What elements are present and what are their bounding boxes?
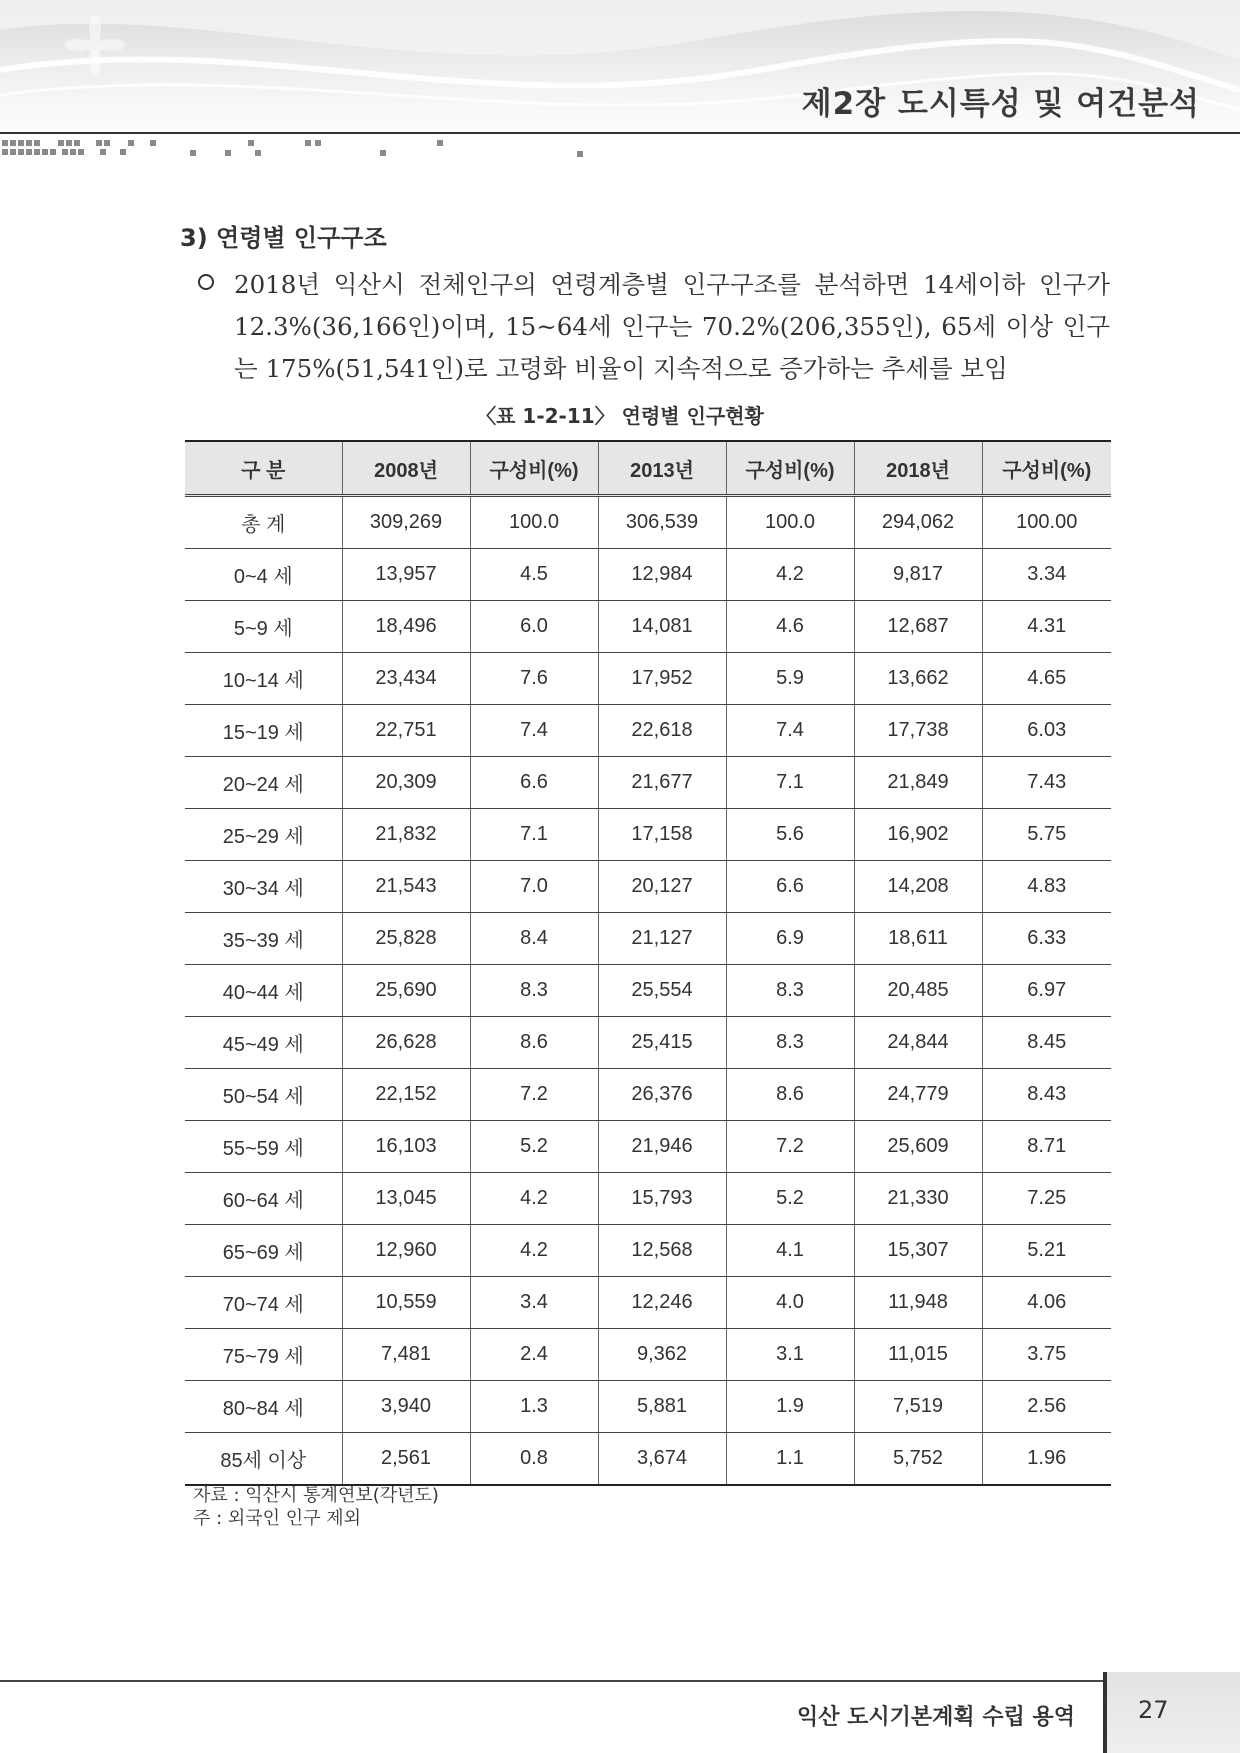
table-cell: 16,103 (342, 1121, 470, 1173)
table-cell: 24,844 (854, 1017, 982, 1069)
table-row (185, 809, 1111, 861)
table-cell: 6.33 (982, 913, 1111, 965)
table-cell: 4.2 (726, 549, 854, 601)
table-cell: 3.34 (982, 549, 1111, 601)
column-header: 2008년 (342, 441, 470, 496)
row-label-cell: 60~64 세 (185, 1173, 342, 1225)
footnote: 주 : 외국인 인구 제외 (193, 1508, 362, 1529)
table-notes (193, 1484, 439, 1530)
table-cell: 0.8 (470, 1433, 598, 1486)
table-cell: 4.06 (982, 1277, 1111, 1329)
table-cell: 8.3 (726, 1017, 854, 1069)
table-cell: 7.4 (726, 705, 854, 757)
table-cell: 2,561 (342, 1433, 470, 1486)
row-label-cell: 50~54 세 (185, 1069, 342, 1121)
row-label-cell: 75~79 세 (185, 1329, 342, 1381)
table-cell: 3.75 (982, 1329, 1111, 1381)
table-cell: 15,793 (598, 1173, 726, 1225)
table-cell: 9,817 (854, 549, 982, 601)
table-row (185, 549, 1111, 601)
table-cell: 22,152 (342, 1069, 470, 1121)
table-cell: 5.6 (726, 809, 854, 861)
footer-title: 익산 도시기본계획 수립 용역 (796, 1705, 1075, 1730)
table-cell: 17,158 (598, 809, 726, 861)
row-label-cell: 35~39 세 (185, 913, 342, 965)
table-cell: 7,481 (342, 1329, 470, 1381)
table-cell: 21,946 (598, 1121, 726, 1173)
table-cell: 8.45 (982, 1017, 1111, 1069)
table-row (185, 1069, 1111, 1121)
table-cell: 1.3 (470, 1381, 598, 1433)
table-row (185, 1381, 1111, 1433)
row-label-cell: 30~34 세 (185, 861, 342, 913)
table-row (185, 1277, 1111, 1329)
column-header: 구성비(%) (470, 441, 598, 496)
table-cell: 5.75 (982, 809, 1111, 861)
table-cell: 20,127 (598, 861, 726, 913)
table-cell: 13,662 (854, 653, 982, 705)
table-cell: 22,618 (598, 705, 726, 757)
table-cell: 4.1 (726, 1225, 854, 1277)
table-cell: 25,554 (598, 965, 726, 1017)
table-cell: 7.1 (726, 757, 854, 809)
table-cell: 17,738 (854, 705, 982, 757)
table-caption: 〈표 1-2-11〉 연령별 인구현황 (476, 404, 764, 428)
table-cell: 5.2 (470, 1121, 598, 1173)
table-cell: 21,677 (598, 757, 726, 809)
table-cell: 7.43 (982, 757, 1111, 809)
row-label-cell: 5~9 세 (185, 601, 342, 653)
table-cell: 12,246 (598, 1277, 726, 1329)
table-row (185, 913, 1111, 965)
table-cell: 15,307 (854, 1225, 982, 1277)
table-cell: 5.2 (726, 1173, 854, 1225)
table-cell: 6.97 (982, 965, 1111, 1017)
section-heading: 3) 연령별 인구구조 (180, 224, 387, 252)
row-label-cell: 10~14 세 (185, 653, 342, 705)
table-cell: 100.0 (726, 496, 854, 549)
paragraph-text: 2018년 익산시 전체인구의 연령계층별 인구구조를 분석하면 14세이하 인구가 12.3%(36,166인)이며, 15~64세 인구는 70.2%(206,355인), 65세 이상 인구는 175%(51,541인)로 고령화 비율이 지속적으로 증가하는 추세를 보임 (234, 270, 1110, 383)
table-cell: 309,269 (342, 496, 470, 549)
table-cell: 21,543 (342, 861, 470, 913)
table-cell: 14,208 (854, 861, 982, 913)
table-row (185, 601, 1111, 653)
source-note: 자료 : 익산시 통계연보(각년도) (193, 1485, 439, 1506)
table-cell: 294,062 (854, 496, 982, 549)
table-cell: 1.1 (726, 1433, 854, 1486)
table-cell: 12,568 (598, 1225, 726, 1277)
table-cell: 17,952 (598, 653, 726, 705)
table-cell: 12,984 (598, 549, 726, 601)
table-cell: 25,690 (342, 965, 470, 1017)
row-label-cell: 40~44 세 (185, 965, 342, 1017)
table-cell: 3,674 (598, 1433, 726, 1486)
row-label-cell: 20~24 세 (185, 757, 342, 809)
table-cell: 21,127 (598, 913, 726, 965)
table-cell: 7.1 (470, 809, 598, 861)
table-cell: 8.3 (470, 965, 598, 1017)
table-cell: 11,015 (854, 1329, 982, 1381)
table-cell: 100.00 (982, 496, 1111, 549)
row-label-cell: 85세 이상 (185, 1433, 342, 1486)
decorative-squares (0, 138, 600, 168)
table-cell: 7.4 (470, 705, 598, 757)
table-cell: 3.1 (726, 1329, 854, 1381)
table-row (185, 1017, 1111, 1069)
table-cell: 4.5 (470, 549, 598, 601)
table-row (185, 705, 1111, 757)
table-cell: 5.9 (726, 653, 854, 705)
table-cell: 100.0 (470, 496, 598, 549)
table-cell: 8.4 (470, 913, 598, 965)
table-cell: 5,881 (598, 1381, 726, 1433)
table-cell: 6.6 (726, 861, 854, 913)
row-label-cell: 25~29 세 (185, 809, 342, 861)
page-number: 27 (1138, 1696, 1169, 1724)
table-cell: 25,415 (598, 1017, 726, 1069)
table-cell: 23,434 (342, 653, 470, 705)
table-cell: 18,611 (854, 913, 982, 965)
table-cell: 12,960 (342, 1225, 470, 1277)
table-cell: 5.21 (982, 1225, 1111, 1277)
table-cell: 6.9 (726, 913, 854, 965)
table-cell: 1.96 (982, 1433, 1111, 1486)
column-header: 구 분 (185, 441, 342, 496)
table-cell: 3,940 (342, 1381, 470, 1433)
table-row (185, 653, 1111, 705)
table-cell: 4.2 (470, 1225, 598, 1277)
table-cell: 8.3 (726, 965, 854, 1017)
table-row (185, 757, 1111, 809)
table-cell: 4.0 (726, 1277, 854, 1329)
table-cell: 7.2 (470, 1069, 598, 1121)
column-header: 구성비(%) (726, 441, 854, 496)
table-cell: 20,485 (854, 965, 982, 1017)
table-cell: 7.6 (470, 653, 598, 705)
table-cell: 9,362 (598, 1329, 726, 1381)
table-cell: 2.56 (982, 1381, 1111, 1433)
table-cell: 4.31 (982, 601, 1111, 653)
row-label-cell: 65~69 세 (185, 1225, 342, 1277)
table-cell: 12,687 (854, 601, 982, 653)
table-cell: 4.6 (726, 601, 854, 653)
population-table-container (185, 440, 1111, 1486)
table-cell: 25,828 (342, 913, 470, 965)
table-cell: 7.25 (982, 1173, 1111, 1225)
table-body (185, 496, 1111, 1486)
table-cell: 16,902 (854, 809, 982, 861)
chapter-title: 제2장 도시특성 및 여건분석 (801, 86, 1200, 122)
table-cell: 5,752 (854, 1433, 982, 1486)
circle-bullet-icon (198, 274, 214, 290)
column-header: 구성비(%) (982, 441, 1111, 496)
row-label-cell: 총 계 (185, 496, 342, 549)
population-by-age-table (185, 440, 1111, 1486)
table-cell: 7.0 (470, 861, 598, 913)
table-cell: 13,045 (342, 1173, 470, 1225)
table-cell: 6.0 (470, 601, 598, 653)
table-row (185, 1173, 1111, 1225)
table-cell: 21,832 (342, 809, 470, 861)
table-cell: 13,957 (342, 549, 470, 601)
table-cell: 21,849 (854, 757, 982, 809)
table-cell: 7.2 (726, 1121, 854, 1173)
table-row (185, 1329, 1111, 1381)
row-label-cell: 80~84 세 (185, 1381, 342, 1433)
table-row (185, 496, 1111, 549)
table-row (185, 1121, 1111, 1173)
header-rule (0, 132, 1240, 134)
row-label-cell: 0~4 세 (185, 549, 342, 601)
table-row (185, 1433, 1111, 1486)
table-cell: 8.43 (982, 1069, 1111, 1121)
footer-rule (0, 1680, 1240, 1682)
table-cell: 11,948 (854, 1277, 982, 1329)
body-paragraph (200, 264, 1110, 390)
table-cell: 18,496 (342, 601, 470, 653)
table-cell: 25,609 (854, 1121, 982, 1173)
row-label-cell: 15~19 세 (185, 705, 342, 757)
page-number-box (1103, 1672, 1240, 1753)
table-cell: 6.6 (470, 757, 598, 809)
row-label-cell: 55~59 세 (185, 1121, 342, 1173)
table-cell: 3.4 (470, 1277, 598, 1329)
table-cell: 306,539 (598, 496, 726, 549)
table-cell: 26,376 (598, 1069, 726, 1121)
table-row (185, 861, 1111, 913)
table-cell: 4.65 (982, 653, 1111, 705)
table-cell: 22,751 (342, 705, 470, 757)
table-cell: 4.83 (982, 861, 1111, 913)
table-cell: 6.03 (982, 705, 1111, 757)
table-cell: 2.4 (470, 1329, 598, 1381)
table-cell: 8.71 (982, 1121, 1111, 1173)
row-label-cell: 70~74 세 (185, 1277, 342, 1329)
row-label-cell: 45~49 세 (185, 1017, 342, 1069)
table-cell: 8.6 (470, 1017, 598, 1069)
table-cell: 24,779 (854, 1069, 982, 1121)
table-row (185, 1225, 1111, 1277)
table-cell: 21,330 (854, 1173, 982, 1225)
table-header-row (185, 441, 1111, 496)
table-cell: 7,519 (854, 1381, 982, 1433)
table-cell: 20,309 (342, 757, 470, 809)
column-header: 2013년 (598, 441, 726, 496)
column-header: 2018년 (854, 441, 982, 496)
table-cell: 1.9 (726, 1381, 854, 1433)
table-cell: 14,081 (598, 601, 726, 653)
table-cell: 10,559 (342, 1277, 470, 1329)
table-cell: 8.6 (726, 1069, 854, 1121)
table-cell: 26,628 (342, 1017, 470, 1069)
table-row (185, 965, 1111, 1017)
table-cell: 4.2 (470, 1173, 598, 1225)
